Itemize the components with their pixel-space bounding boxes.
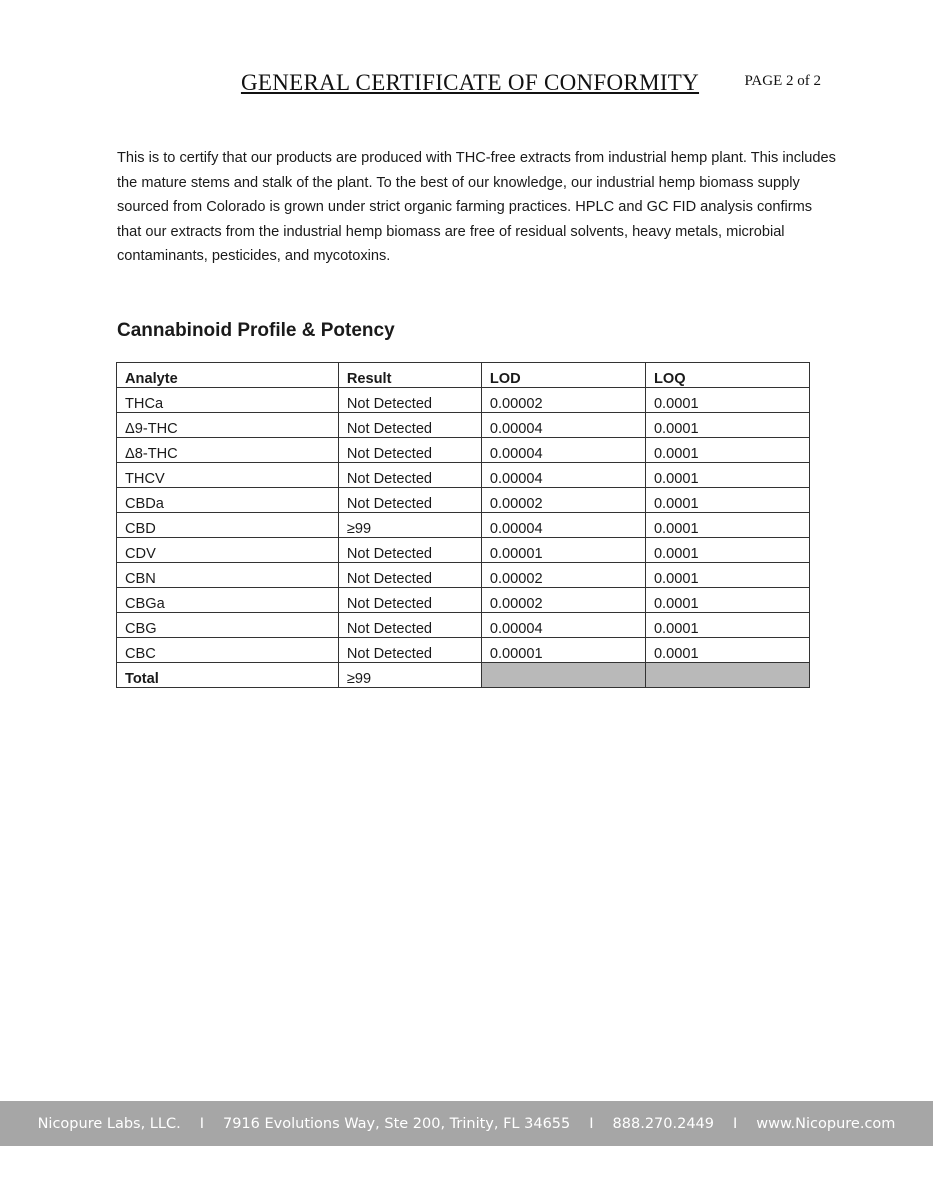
lod-cell: 0.00002: [481, 588, 645, 613]
footer-address: 7916 Evolutions Way, Ste 200, Trinity, FL 34655: [222, 1115, 571, 1132]
loq-cell: 0.0001: [645, 488, 809, 513]
result-cell: Not Detected: [338, 488, 481, 513]
analyte-cell: CBC: [117, 638, 339, 663]
table-row: [117, 513, 810, 538]
result-cell: Not Detected: [338, 563, 481, 588]
loq-cell: 0.0001: [645, 513, 809, 538]
result-cell: Not Detected: [338, 538, 481, 563]
table-row: [117, 613, 810, 638]
table-row: [117, 463, 810, 488]
result-cell: Not Detected: [338, 388, 481, 413]
lod-cell: 0.00001: [481, 538, 645, 563]
result-cell: Not Detected: [338, 638, 481, 663]
lod-cell: 0.00002: [481, 388, 645, 413]
table-row: [117, 638, 810, 663]
cannabinoid-table: [116, 362, 810, 688]
column-header-lod: LOD: [481, 363, 645, 388]
column-header-loq: LOQ: [645, 363, 809, 388]
footer-phone: 888.270.2449: [612, 1115, 715, 1132]
table-row: [117, 488, 810, 513]
table-header-row: [117, 363, 810, 388]
total-label: Total: [117, 663, 339, 688]
loq-cell: 0.0001: [645, 438, 809, 463]
table-row: [117, 588, 810, 613]
table-row: [117, 563, 810, 588]
certification-paragraph: This is to certify that our products are produced with THC-free extracts from industrial hemp plant. This includes the mature stems and stalk of the plant. To the best of our knowledge, our industrial hemp biomass supply sourced from Colorado is grown under strict organic farming practices. HPLC and GC FID analysis confirms that our extracts from the industrial hemp biomass are free of residual solvents, heavy metals, microbial contaminants, pesticides, and mycotoxins.: [117, 150, 836, 265]
analyte-cell: CDV: [117, 538, 339, 563]
analyte-cell: THCa: [117, 388, 339, 413]
loq-cell: 0.0001: [645, 613, 809, 638]
result-cell: Not Detected: [338, 613, 481, 638]
loq-cell: 0.0001: [645, 463, 809, 488]
table-row: [117, 413, 810, 438]
lod-cell: 0.00004: [481, 413, 645, 438]
loq-cell: 0.0001: [645, 563, 809, 588]
analyte-cell: Δ8-THC: [117, 438, 339, 463]
loq-cell: 0.0001: [645, 638, 809, 663]
footer-separator: I: [589, 1115, 594, 1132]
loq-cell: 0.0001: [645, 588, 809, 613]
lod-cell: 0.00004: [481, 513, 645, 538]
footer-bar: [0, 1101, 933, 1146]
result-cell: Not Detected: [338, 413, 481, 438]
table-row: [117, 438, 810, 463]
result-cell: ≥99: [338, 513, 481, 538]
loq-cell: 0.0001: [645, 388, 809, 413]
footer-website: www.Nicopure.com: [756, 1115, 896, 1132]
lod-cell: 0.00002: [481, 563, 645, 588]
footer-separator: I: [199, 1115, 204, 1132]
lod-cell: 0.00004: [481, 438, 645, 463]
column-header-result: Result: [338, 363, 481, 388]
total-lod-empty-cell: [481, 663, 645, 688]
lod-cell: 0.00004: [481, 613, 645, 638]
column-header-analyte: Analyte: [117, 363, 339, 388]
analyte-cell: Δ9-THC: [117, 413, 339, 438]
loq-cell: 0.0001: [645, 413, 809, 438]
result-cell: Not Detected: [338, 463, 481, 488]
table-row: [117, 538, 810, 563]
lod-cell: 0.00004: [481, 463, 645, 488]
analyte-cell: CBDa: [117, 488, 339, 513]
loq-cell: 0.0001: [645, 538, 809, 563]
analyte-cell: CBD: [117, 513, 339, 538]
page-number: PAGE 2 of 2: [744, 73, 821, 89]
analyte-cell: THCV: [117, 463, 339, 488]
analyte-cell: CBN: [117, 563, 339, 588]
footer-separator: I: [733, 1115, 738, 1132]
lod-cell: 0.00001: [481, 638, 645, 663]
certificate-title: GENERAL CERTIFICATE OF CONFORMITY: [240, 70, 700, 95]
section-title: Cannabinoid Profile & Potency: [117, 320, 395, 341]
analyte-cell: CBG: [117, 613, 339, 638]
total-loq-empty-cell: [645, 663, 809, 688]
result-cell: Not Detected: [338, 438, 481, 463]
analyte-cell: CBGa: [117, 588, 339, 613]
table-row: [117, 388, 810, 413]
footer-company: Nicopure Labs, LLC.: [37, 1115, 181, 1132]
total-result: ≥99: [338, 663, 481, 688]
total-row: [117, 663, 810, 688]
lod-cell: 0.00002: [481, 488, 645, 513]
result-cell: Not Detected: [338, 588, 481, 613]
